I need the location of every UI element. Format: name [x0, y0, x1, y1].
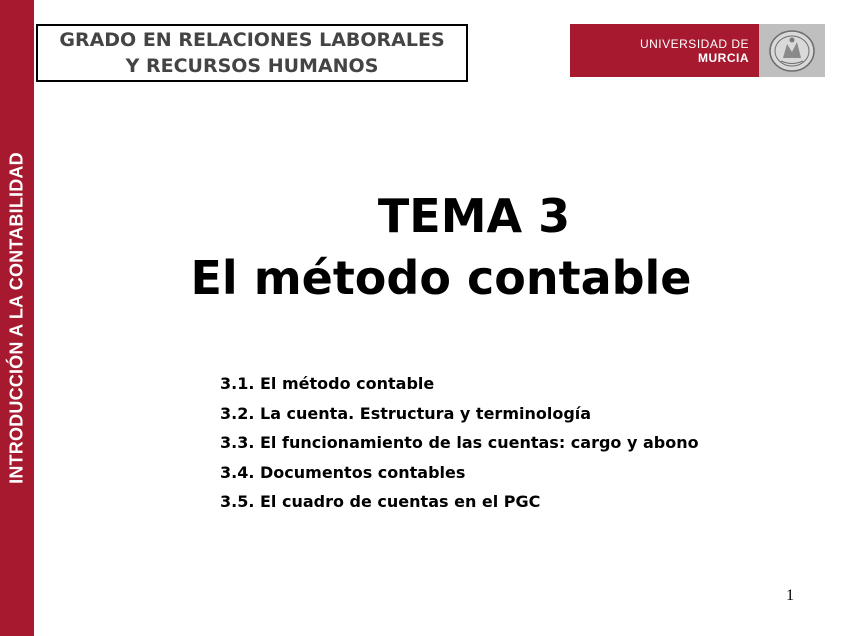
table-of-contents	[220, 369, 699, 517]
side-bar	[0, 0, 34, 636]
page-number: 1	[786, 587, 794, 604]
toc-item: 3.2. La cuenta. Estructura y terminología	[220, 403, 592, 423]
university-logo	[570, 24, 825, 77]
slide-title-line2: El método contable	[190, 251, 692, 305]
toc-item: 3.4. Documentos contables	[220, 462, 466, 482]
slide-title-line1: TEMA 3	[377, 189, 571, 243]
university-seal-icon	[759, 24, 825, 77]
logo-line1: UNIVERSIDAD DE	[639, 36, 749, 51]
university-logo-text	[570, 37, 759, 65]
toc-item: 3.3. El funcionamiento de las cuentas: cargo y abono	[220, 433, 699, 452]
toc-item: 3.1. El método contable	[220, 374, 435, 393]
degree-title-line2: Y RECURSOS HUMANOS	[125, 55, 379, 77]
logo-line2: MURCIA	[698, 50, 749, 65]
degree-title-box	[36, 24, 468, 82]
toc-item: 3.5. El cuadro de cuentas en el PGC	[220, 492, 541, 511]
course-title-vertical: INTRODUCCIÓN A LA CONTABILIDAD	[6, 152, 27, 484]
slide-title	[34, 185, 848, 309]
degree-title-line1: GRADO EN RELACIONES LABORALES	[59, 29, 445, 51]
